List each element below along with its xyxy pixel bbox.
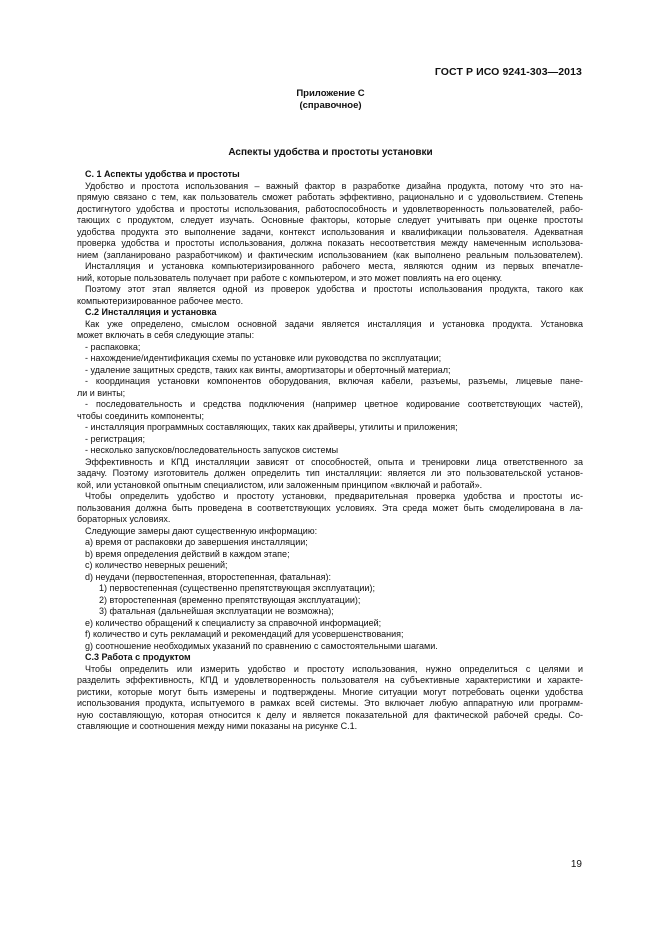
text-line: Чтобы определить или измерить удобство и простоту использования, нужно определиться с целями и xyxy=(85,663,583,674)
text-line: задачу. Поэтому изготовитель должен определить тип инсталляции: является ли это пользовательской установ- xyxy=(77,468,583,478)
text-line: ставляющие и соотношения между ними показаны на рисунке С.1. xyxy=(77,721,358,731)
section-heading: C.3 Работа с продуктом xyxy=(85,652,191,662)
text-line: ристики, которые могут быть измерены и подтверждены. Многие ситуации могут потребовать оценки удобства xyxy=(77,686,583,697)
text-line: Эффективность и КПД инсталляции зависят от способностей, опыта и тренировки лица ответственного за xyxy=(85,456,583,467)
text-line: - распаковка; xyxy=(85,341,141,352)
text-line: 2) второстепенная (временно препятствующая эксплуатации); xyxy=(99,594,361,605)
text-line: g) соотношение необходимых указаний по сравнению с самостоятельными шагами. xyxy=(85,640,438,651)
text-line: - нахождение/идентификация схемы по установке или руководства по эксплуатации; xyxy=(85,353,442,363)
text-line: - регистрация; xyxy=(85,433,146,444)
text-line: разделить эффективность, КПД и удовлетворенность пользователя на субъективные характеристики и характе- xyxy=(77,675,583,685)
document-title: Аспекты удобства и простоты установки xyxy=(228,147,433,158)
text-line: Удобство и простота использования – важный фактор в разработке дизайна продукта, потому что это на- xyxy=(85,180,583,191)
text-line: тающих с продуктом, следует изучать. Основные факторы, которые следует учитывать при оценке простоты xyxy=(77,215,583,225)
page-number: 19 xyxy=(570,859,582,870)
text-line: чтобы соединить компоненты; xyxy=(77,410,204,421)
text-line: Чтобы определить удобство и простоту установки, предварительная проверка удобства и простоты ис- xyxy=(85,491,583,501)
text-line: Следующие замеры дают существенную информацию: xyxy=(85,525,318,536)
section-heading: C.2 Инсталляция и установка xyxy=(85,307,217,317)
document-body xyxy=(77,169,583,733)
text-line: d) неудачи (первостепенная, второстепенная, фатальная): xyxy=(85,571,332,582)
text-line: - удаление защитных средств, таких как винты, амортизаторы и оберточный материал; xyxy=(85,364,451,375)
standard-designation: ГОСТ Р ИСО 9241-303—2013 xyxy=(434,66,582,78)
annex-title: Приложение С xyxy=(296,88,365,99)
text-line: Как уже определено, смыслом основной задачи является инсталляция и установка продукта. Установка xyxy=(85,318,583,329)
text-line: 1) первостепенная (существенно препятствующая эксплуатации); xyxy=(99,583,375,593)
text-line: проверка удобства и простоты использования, должна показать несоответствия между намеченным использова- xyxy=(77,238,583,248)
text-line: прямую связано с тем, как пользователь сможет работать эффективно, рационально и с удовольствием. Степень xyxy=(77,192,583,202)
text-line: - последовательность и средства подключения (например цветное кодирование соответствующих частей), xyxy=(85,399,583,409)
text-line: достигнутого удобства и простоты использования, работоспособность и удовлетворенность пользователей, рабо- xyxy=(77,203,583,214)
text-line: использования продукта, испытуемого в рамках всей системы. Это включает любую аппаратную или программ- xyxy=(77,698,583,708)
annex-heading xyxy=(0,88,661,112)
text-line: ную составляющую, которая относится к делу и является показательной для фактической рабочей среды. Со- xyxy=(77,709,583,720)
text-line: нием (запланировано разработчиком) и фактическим использованием (как выполнено реальным пользователем). xyxy=(77,249,583,260)
text-line: Поэтому этот этап является одной из проверок удобства и простоты использования продукта, такого как xyxy=(85,284,583,294)
text-line: пользования должна быть проведена в соответствующих условиях. Эта среда может быть смоделирована в ла- xyxy=(77,502,583,513)
text-line: f) количество и суть рекламаций и рекомендаций для усовершенствования; xyxy=(85,629,404,639)
text-line: - инсталляция программных составляющих, таких как драйверы, утилиты и приложения; xyxy=(85,422,458,432)
text-line: a) время от распаковки до завершения инсталляции; xyxy=(85,537,308,547)
text-line: e) количество обращений к специалисту за справочной информацией; xyxy=(85,617,382,628)
text-line: ний, которые пользователь получает при работе с компьютером, и это может повлиять на его оценку. xyxy=(77,272,503,283)
text-line: 3) фатальная (дальнейшая эксплуатации не возможна); xyxy=(99,606,334,616)
text-line: может включать в себя следующие этапы: xyxy=(77,330,255,340)
text-line: - несколько запусков/последовательность запусков системы xyxy=(85,445,339,455)
section-heading: C. 1 Аспекты удобства и простоты xyxy=(85,169,240,179)
text-line: бораторных условиях. xyxy=(77,514,171,524)
text-line: b) время определения действий в каждом этапе; xyxy=(85,548,290,559)
annex-subtitle: (справочное) xyxy=(299,100,362,111)
text-line: - координация установки компонентов оборудования, включая кабели, разъемы, разъемы, лицевые пане- xyxy=(85,376,583,386)
text-line: ли и винты; xyxy=(77,387,126,398)
text-line: кой, или установкой опытным специалистом, или заложенным принципом «включай и работай». xyxy=(77,479,483,490)
text-line: c) количество неверных решений; xyxy=(85,560,228,570)
text-line: удобства продукта это выполнение задачи, контекст использования и квалификации пользователя. Адекватная xyxy=(77,226,583,237)
text-line: компьютеризированное рабочее место. xyxy=(77,295,244,306)
text-line: Инсталляция и установка компьютеризированного рабочего места, являются одним из первых впечатле- xyxy=(85,261,583,271)
